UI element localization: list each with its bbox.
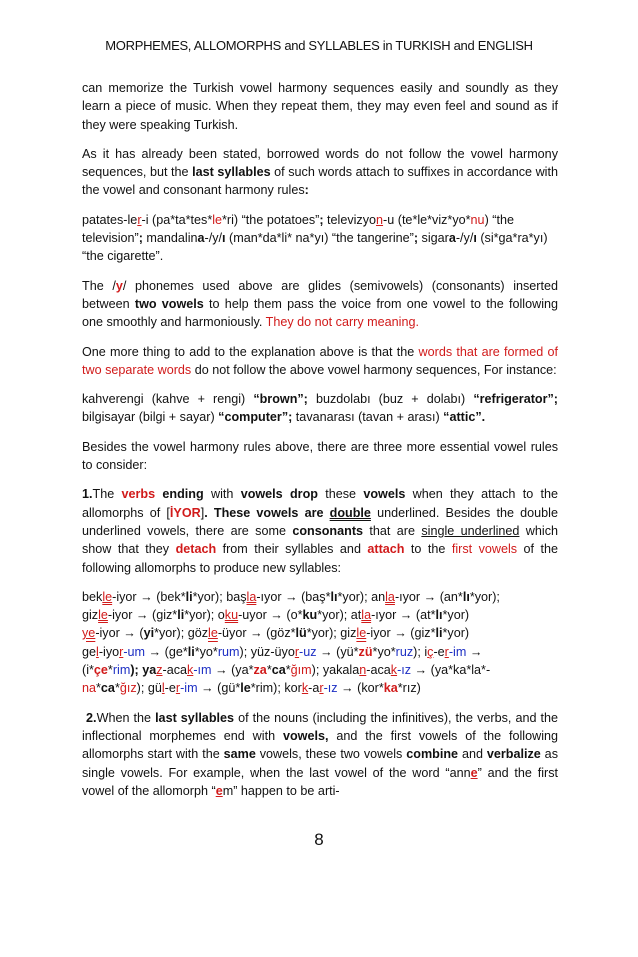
text: *yo* (372, 644, 396, 659)
bold-text: combine (406, 747, 459, 762)
highlight: detach (175, 542, 217, 557)
text: ge (82, 644, 97, 659)
text: Besides the vowel harmony rules above, there are three more essential vowel rules to consider: (82, 439, 558, 473)
page-number: 8 (314, 830, 324, 849)
highlight: ku (224, 608, 239, 623)
bold-text: double (329, 505, 371, 520)
text: as single vowels. For example, when the last vowel of the word “ann (82, 747, 558, 780)
text: (si*ga*ra*yı) “the cigarette”. (82, 231, 548, 264)
text: m” happen to be arti- (222, 783, 340, 798)
text: (i* (82, 663, 94, 678)
text: *yor); o (184, 608, 225, 623)
text: *yor) (442, 608, 470, 623)
bold-text: vowels drop (240, 487, 318, 502)
text: -uyor → (o* (238, 608, 303, 623)
text: The / (82, 278, 116, 293)
text: ); gü (136, 681, 162, 696)
suffix: -um (123, 644, 146, 659)
bold-text: vowels, (282, 728, 329, 743)
text: ) “the television” (82, 212, 514, 246)
text: → (yü* (316, 644, 359, 659)
example-borrowed-words (82, 211, 558, 266)
bold-text: lı (435, 608, 443, 623)
text: *yor); at (317, 608, 362, 623)
text: : (304, 183, 309, 198)
text: from their syllables and (216, 542, 368, 557)
text: and the first vowels of the following allomorphs start with the (82, 728, 558, 762)
highlight: zü (358, 644, 373, 659)
text: can memorize the Turkish vowel harmony sequences easily and soundly as they learn a piece of music. When they repeat them, they may even feel and sound as if they were speaking Turkish. (82, 81, 558, 132)
text: / phonemes used above are glides (semivowels) (consonants) inserted between (82, 278, 559, 311)
bold-text: ku (302, 608, 318, 623)
bold-text: vowels (363, 487, 406, 502)
highlight: ka (383, 681, 398, 696)
highlight: za (253, 663, 267, 678)
text: tavanarası (tavan + arası) (292, 410, 444, 425)
text: *yor); göz (154, 626, 209, 641)
bold-text: ca (100, 681, 115, 696)
highlight: ç (427, 644, 434, 659)
text: -a (308, 681, 320, 696)
highlight: İYOR (169, 505, 201, 520)
bold-text: “refrigerator”; (473, 392, 558, 407)
text: ; (413, 231, 419, 246)
text: which show that they (82, 523, 558, 557)
text: -aca (162, 663, 188, 678)
text: * (96, 681, 101, 696)
text: → (ya*ka*la*- (411, 663, 491, 678)
text: ); yakala (311, 663, 360, 678)
text: *yor); baş (192, 589, 247, 604)
page-body (82, 79, 558, 811)
highlight: le (212, 212, 223, 227)
text: -/y/ (455, 231, 474, 246)
suffix: rim (112, 663, 131, 678)
bold-text: le (240, 681, 251, 696)
text: to the (404, 542, 452, 557)
text: As it has already been stated, borrowed words do not follow the vowel harmony sequences, but the (82, 146, 558, 180)
text: that are (363, 523, 422, 538)
text: -ıyor → (an* (394, 589, 463, 604)
bold-text: lı (330, 589, 338, 604)
bold-text: last syllables (155, 710, 235, 725)
highlight: ğım (290, 663, 312, 678)
bold-text: “brown”; (253, 392, 308, 407)
text: *rim); kor (250, 681, 302, 696)
suffix: -uz (299, 644, 317, 659)
text: One more thing to add to the explanation above is that the (82, 344, 419, 359)
bold-text: li (435, 626, 443, 641)
text: -iyor → ( (95, 626, 144, 641)
highlight: y (115, 278, 123, 293)
highlight: l (161, 681, 165, 696)
text: ; (138, 231, 143, 246)
text: . These vowels are (204, 505, 330, 520)
text: -ıyor → (baş* (256, 589, 331, 604)
highlight: They do not carry meaning. (265, 315, 419, 330)
text: -e (433, 644, 445, 659)
highlight: k (187, 663, 194, 678)
highlight: n (359, 663, 367, 678)
rule-number: 1. (82, 487, 93, 502)
text: of the nouns (including the infinitives), the verbs, and the inflectional morphemes end with (82, 710, 558, 743)
highlight: l (96, 644, 99, 659)
highlight: r (119, 644, 124, 659)
paragraph-1 (82, 79, 558, 134)
highlight: le (102, 589, 113, 604)
text: ı (222, 231, 226, 246)
text: -iyor → (giz* (366, 626, 436, 641)
text: -e (164, 681, 176, 696)
text: a (197, 231, 205, 246)
suffix: ruz (395, 644, 414, 659)
text: -iyo (98, 644, 120, 659)
highlight: ye (82, 626, 96, 641)
highlight: r (175, 681, 181, 696)
text: single underlined (421, 523, 520, 538)
highlight: r (294, 644, 300, 659)
highlight: le (208, 626, 218, 641)
bold-text: verbalize (486, 747, 541, 762)
highlight: k (390, 663, 398, 678)
text: ); i (413, 644, 428, 659)
text: kahverengi (kahve + rengi) (82, 392, 254, 407)
highlight: le (356, 626, 367, 641)
text: -/y/ (204, 231, 223, 246)
text: *yor) (442, 626, 470, 641)
highlight: nu (470, 212, 485, 227)
text: * (266, 663, 272, 678)
text: mandalin (142, 231, 198, 246)
bold-text: ending (162, 487, 204, 502)
suffix: rum (217, 644, 240, 659)
bold-text: li (177, 608, 185, 623)
paragraph-3 (82, 277, 558, 332)
text: patates-le (82, 212, 138, 227)
text: When the (96, 710, 156, 725)
bold-text: li (187, 644, 195, 659)
bold-text: lı (462, 589, 470, 604)
paragraph-5 (82, 438, 558, 475)
bold-text: lü (295, 626, 307, 641)
text: sigar (418, 231, 449, 246)
text: -iyor → (giz* (107, 608, 178, 623)
bold-text: consonants (292, 523, 364, 538)
text: to help them pass the voice from one vowel to the following one smoothly and harmoniously. (82, 296, 559, 330)
highlight: n (376, 212, 384, 227)
highlight: e (215, 783, 223, 798)
text: buzdolabı (buz + dolabı) (307, 392, 474, 407)
text: vowels, these two vowels (255, 747, 407, 762)
suffix: -ız (397, 663, 412, 678)
text: of such words attach to suffixes in accordance with the vowel and consonant harmony rules (82, 165, 558, 198)
bold-text: last syllables (192, 165, 271, 180)
example-iyor-allomorphs (82, 588, 558, 698)
highlight: çe (93, 663, 108, 678)
suffix: -ım (193, 663, 212, 678)
text: → (ya* (211, 663, 254, 678)
suffix: -ız (323, 681, 338, 696)
page-header: MORPHEMES, ALLOMORPHS and SYLLABLES in TURKISH and ENGLISH (105, 38, 533, 53)
text: ); yüz-üyo (239, 644, 295, 659)
text: with (203, 487, 241, 502)
highlight: verbs (121, 487, 156, 502)
highlight: la (385, 589, 395, 604)
suffix: -im (180, 681, 198, 696)
text: ı (473, 231, 477, 246)
highlight: r (444, 644, 449, 659)
highlight: first vowels (451, 542, 518, 557)
highlight: e (470, 765, 478, 780)
highlight: le (98, 608, 108, 623)
text: -i (pa*ta*tes* (141, 212, 213, 227)
highlight: r (137, 212, 142, 227)
text: *rız) (397, 681, 421, 696)
text: giz (82, 608, 99, 623)
highlight: la (361, 608, 372, 623)
text: -u (te*le*viz*yo* (383, 212, 471, 227)
text: * (114, 681, 120, 696)
text: *ri) “the potatoes” (222, 212, 320, 227)
text: → (466, 644, 483, 659)
text: do not follow the above vowel harmony sequences, For instance: (191, 362, 557, 377)
highlight: ğız (119, 681, 137, 696)
highlight: words that are formed of two separate words (82, 344, 558, 377)
highlight: r (319, 681, 324, 696)
rule-2 (82, 709, 558, 800)
example-compound-words (82, 390, 558, 427)
highlight: attach (367, 542, 405, 557)
text: of the following allomorphs to produce new syllables: (82, 542, 558, 575)
text: *yor); giz (306, 626, 357, 641)
text: *yor); (469, 589, 500, 604)
text: -aca (366, 663, 391, 678)
highlight: z (156, 663, 163, 678)
text: and (458, 747, 487, 762)
text: ” and the first vowel of the allomorph “ (82, 765, 558, 798)
text: ; (319, 212, 324, 227)
highlight: na (82, 681, 97, 696)
rule-1 (82, 485, 558, 576)
text: ); ya (130, 663, 157, 678)
paragraph-4 (82, 343, 558, 380)
text: bilgisayar (bilgi + sayar) (82, 410, 219, 425)
text: → (kor* (337, 681, 384, 696)
text: -ıyor → (at* (371, 608, 436, 623)
suffix: -im (448, 644, 467, 659)
paragraph-2 (82, 145, 558, 200)
bold-text: li (185, 589, 193, 604)
text: ] (200, 505, 205, 520)
text: underlined. Besides the double underlined vowels, there are some (82, 505, 558, 538)
bold-text: “computer”; (218, 410, 293, 425)
text: → (ge* (145, 644, 188, 659)
rule-number: 2. (86, 710, 97, 725)
highlight: k (301, 681, 309, 696)
text: (man*da*li* na*yı) “the tangerine” (225, 231, 414, 246)
text: these (317, 487, 364, 502)
text: bek (82, 589, 103, 604)
text: televizyo (323, 212, 377, 227)
text: a (448, 231, 456, 246)
bold-text: two vowels (134, 296, 204, 311)
text: The (92, 487, 122, 502)
text: -iyor → (bek* (112, 589, 186, 604)
text: *yor); an (337, 589, 386, 604)
bold-text: ca (271, 663, 286, 678)
text: → (gü* (197, 681, 241, 696)
text: * (107, 663, 113, 678)
bold-text: same (223, 747, 256, 762)
highlight: la (246, 589, 257, 604)
text: *yo* (194, 644, 218, 659)
text: * (285, 663, 291, 678)
text: when they attach to the allomorphs of [ (82, 487, 559, 520)
bold-text: yi (143, 626, 155, 641)
bold-text: “attic”. (443, 410, 486, 425)
text: -üyor → (göz* (217, 626, 296, 641)
